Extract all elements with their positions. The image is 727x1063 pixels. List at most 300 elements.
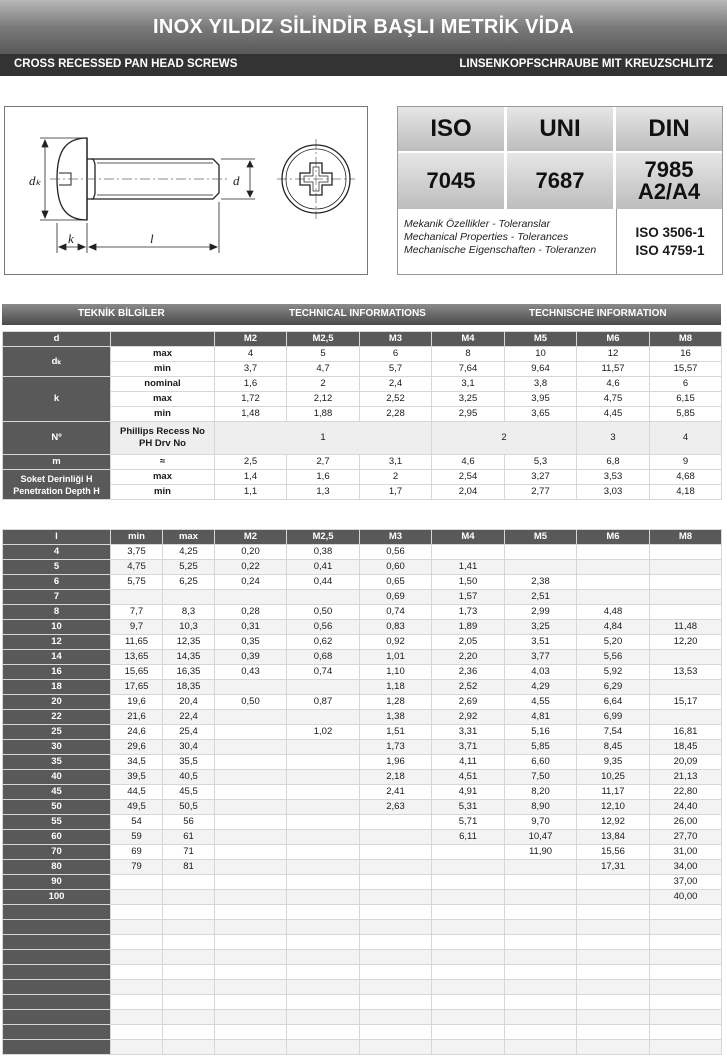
col-size-header: M5 <box>505 332 577 347</box>
table-cell <box>215 965 287 980</box>
length-cell <box>3 935 111 950</box>
table-cell <box>215 920 287 935</box>
weight-col-header: M2,5 <box>287 530 360 545</box>
table-cell <box>287 740 360 755</box>
table-cell: 12,20 <box>650 635 722 650</box>
table-cell: 3,7 <box>215 362 287 377</box>
table-cell: 2,63 <box>360 800 432 815</box>
table-cell: 0,69 <box>360 590 432 605</box>
table-cell <box>432 1025 505 1040</box>
table-cell: 22,80 <box>650 785 722 800</box>
col-size-header: M3 <box>360 332 432 347</box>
table-cell <box>287 785 360 800</box>
table-cell: 16 <box>650 347 722 362</box>
table-cell: 30,4 <box>163 740 215 755</box>
table-row <box>3 995 722 1010</box>
table-cell: 1,88 <box>287 407 360 422</box>
table-cell <box>432 920 505 935</box>
table-cell: 5,20 <box>577 635 650 650</box>
table-cell: 10,3 <box>163 620 215 635</box>
table-cell: 1,50 <box>432 575 505 590</box>
properties-text <box>404 218 596 257</box>
table-cell: 25,4 <box>163 725 215 740</box>
table-cell: 61 <box>163 830 215 845</box>
table-cell: 1,96 <box>360 755 432 770</box>
table-cell <box>432 545 505 560</box>
table-cell: 1,01 <box>360 650 432 665</box>
table-cell <box>505 875 577 890</box>
k-row-label: k <box>3 377 111 422</box>
table-row <box>3 665 722 680</box>
table-cell <box>287 1025 360 1040</box>
table-cell: 7,64 <box>432 362 505 377</box>
table-cell: 0,44 <box>287 575 360 590</box>
table-cell: 9,7 <box>111 620 163 635</box>
table-row <box>3 725 722 740</box>
table-cell: 3,8 <box>505 377 577 392</box>
table-cell <box>577 890 650 905</box>
length-cell: 12 <box>3 635 111 650</box>
table-cell: 5,25 <box>163 560 215 575</box>
weight-col-header: M6 <box>577 530 650 545</box>
table-cell <box>215 845 287 860</box>
table-row <box>3 920 722 935</box>
table-cell: 4,29 <box>505 680 577 695</box>
table-cell: 2,12 <box>287 392 360 407</box>
table-cell: 1,48 <box>215 407 287 422</box>
table-row <box>3 800 722 815</box>
table-cell: 3,25 <box>432 392 505 407</box>
length-cell: 18 <box>3 680 111 695</box>
dk-label: dₖ <box>29 173 42 188</box>
table-cell <box>360 995 432 1010</box>
table-row <box>3 605 722 620</box>
tech-header-row <box>3 332 722 347</box>
length-cell: 5 <box>3 560 111 575</box>
table-cell: 1,18 <box>360 680 432 695</box>
table-cell <box>163 950 215 965</box>
table-cell: 4,7 <box>287 362 360 377</box>
table-row <box>3 815 722 830</box>
length-cell: 35 <box>3 755 111 770</box>
dk-max-row <box>3 347 722 362</box>
max-label: max <box>111 470 215 485</box>
length-cell <box>3 995 111 1010</box>
table-cell: 14,35 <box>163 650 215 665</box>
table-cell: 7,54 <box>577 725 650 740</box>
table-cell: 6,60 <box>505 755 577 770</box>
table-cell <box>650 950 722 965</box>
min-label: min <box>111 407 215 422</box>
table-cell: 69 <box>111 845 163 860</box>
table-cell: 8 <box>432 347 505 362</box>
table-cell: 24,40 <box>650 800 722 815</box>
weight-col-header: M4 <box>432 530 505 545</box>
phillips-cell: 1 <box>215 422 432 455</box>
table-row <box>3 740 722 755</box>
table-cell <box>650 590 722 605</box>
table-cell: 15,17 <box>650 695 722 710</box>
length-cell <box>3 920 111 935</box>
table-cell: 3,53 <box>577 470 650 485</box>
length-cell: 8 <box>3 605 111 620</box>
table-cell <box>505 965 577 980</box>
table-cell <box>360 860 432 875</box>
table-cell: 0,60 <box>360 560 432 575</box>
table-cell: 1,73 <box>432 605 505 620</box>
table-cell: 50,5 <box>163 800 215 815</box>
table-cell: 12,10 <box>577 800 650 815</box>
table-row <box>3 785 722 800</box>
table-cell: 3,51 <box>505 635 577 650</box>
phillips-label: Phillips Recess No PH Drv No <box>111 422 215 455</box>
table-cell: 1,41 <box>432 560 505 575</box>
table-cell <box>287 905 360 920</box>
table-cell: 1,73 <box>360 740 432 755</box>
table-cell: 6,29 <box>577 680 650 695</box>
table-cell <box>215 710 287 725</box>
table-cell <box>215 890 287 905</box>
table-cell <box>287 815 360 830</box>
table-cell <box>163 980 215 995</box>
table-cell: 2,41 <box>360 785 432 800</box>
table-cell: 2,77 <box>505 485 577 500</box>
table-cell <box>577 1010 650 1025</box>
table-cell: 15,65 <box>111 665 163 680</box>
table-cell: 4,51 <box>432 770 505 785</box>
properties-en: Mechanical Properties - Tolerances <box>404 231 569 243</box>
table-cell <box>111 920 163 935</box>
weight-col-header: l <box>3 530 111 545</box>
length-cell: 7 <box>3 590 111 605</box>
table-cell <box>505 890 577 905</box>
table-cell: 0,65 <box>360 575 432 590</box>
table-cell: 3,77 <box>505 650 577 665</box>
subtitle-bar <box>0 54 727 76</box>
table-cell: 1,7 <box>360 485 432 500</box>
table-cell: 0,20 <box>215 545 287 560</box>
dk-row-label: dₖ <box>3 347 111 377</box>
table-cell <box>505 560 577 575</box>
table-row <box>3 1010 722 1025</box>
table-cell: 31,00 <box>650 845 722 860</box>
table-row <box>3 635 722 650</box>
table-cell <box>505 950 577 965</box>
table-cell <box>577 575 650 590</box>
table-cell <box>215 785 287 800</box>
table-cell: 49,5 <box>111 800 163 815</box>
table-cell: 35,5 <box>163 755 215 770</box>
table-cell <box>215 815 287 830</box>
table-cell: 1,72 <box>215 392 287 407</box>
table-cell: 40,5 <box>163 770 215 785</box>
tech-title-en: TECHNICAL INFORMATIONS <box>289 308 426 319</box>
standard-uni-head: UNI <box>507 107 613 151</box>
weight-header-row <box>3 530 722 545</box>
table-cell <box>577 965 650 980</box>
col-size-header: M2,5 <box>287 332 360 347</box>
length-cell: 14 <box>3 650 111 665</box>
dk-min-row <box>3 362 722 377</box>
table-cell: 1,4 <box>215 470 287 485</box>
table-cell <box>163 1010 215 1025</box>
reference-iso-4759: ISO 4759-1 <box>635 242 705 258</box>
table-cell <box>111 590 163 605</box>
d-label: d <box>233 173 240 188</box>
weight-col-header: min <box>111 530 163 545</box>
table-cell: 1,1 <box>215 485 287 500</box>
table-cell: 2,05 <box>432 635 505 650</box>
length-cell: 45 <box>3 785 111 800</box>
no-row-label: Nº <box>3 422 111 455</box>
table-cell <box>215 590 287 605</box>
table-cell: 0,28 <box>215 605 287 620</box>
table-cell <box>163 965 215 980</box>
table-cell <box>650 545 722 560</box>
table-cell <box>215 935 287 950</box>
table-cell <box>505 545 577 560</box>
table-cell: 8,20 <box>505 785 577 800</box>
table-cell <box>287 860 360 875</box>
table-row <box>3 695 722 710</box>
table-cell: 0,74 <box>287 665 360 680</box>
table-cell <box>360 920 432 935</box>
table-row <box>3 710 722 725</box>
table-cell <box>215 875 287 890</box>
length-cell <box>3 980 111 995</box>
table-cell <box>215 995 287 1010</box>
table-cell <box>215 980 287 995</box>
table-cell <box>650 995 722 1010</box>
table-cell <box>360 830 432 845</box>
table-cell <box>432 845 505 860</box>
table-cell: 11,57 <box>577 362 650 377</box>
table-cell <box>215 950 287 965</box>
table-cell: 1,3 <box>287 485 360 500</box>
table-cell: 7,7 <box>111 605 163 620</box>
table-cell <box>650 575 722 590</box>
table-cell <box>111 1010 163 1025</box>
table-cell <box>215 770 287 785</box>
table-cell: 0,68 <box>287 650 360 665</box>
weight-col-header: max <box>163 530 215 545</box>
table-cell: 26,00 <box>650 815 722 830</box>
table-cell: 4,18 <box>650 485 722 500</box>
subtitle-en: CROSS RECESSED PAN HEAD SCREWS <box>14 58 238 70</box>
table-cell: 0,56 <box>287 620 360 635</box>
table-cell <box>215 725 287 740</box>
table-cell: 3,95 <box>505 392 577 407</box>
table-cell: 3,65 <box>505 407 577 422</box>
table-cell: 5,85 <box>505 740 577 755</box>
table-cell: 2,20 <box>432 650 505 665</box>
table-cell: 6,8 <box>577 455 650 470</box>
table-cell: 44,5 <box>111 785 163 800</box>
tech-title-tr: TEKNİK BİLGİLER <box>78 308 165 319</box>
table-cell <box>360 1010 432 1025</box>
length-cell: 40 <box>3 770 111 785</box>
table-cell: 3,27 <box>505 470 577 485</box>
table-cell <box>577 590 650 605</box>
table-cell: 12 <box>577 347 650 362</box>
table-cell <box>111 1025 163 1040</box>
table-cell: 6,99 <box>577 710 650 725</box>
length-cell: 16 <box>3 665 111 680</box>
table-cell: 15,56 <box>577 845 650 860</box>
table-cell: 20,4 <box>163 695 215 710</box>
col-d-header: d <box>3 332 111 347</box>
table-cell <box>360 950 432 965</box>
table-row <box>3 590 722 605</box>
table-cell: 3,1 <box>360 455 432 470</box>
length-cell: 25 <box>3 725 111 740</box>
properties-de: Mechanische Eigenschaften - Toleranzen <box>404 244 597 256</box>
table-cell <box>111 1040 163 1055</box>
table-cell: 4,6 <box>432 455 505 470</box>
table-cell <box>650 1025 722 1040</box>
table-cell: 1,6 <box>215 377 287 392</box>
phillips-cell: 2 <box>432 422 577 455</box>
table-cell: 6,15 <box>650 392 722 407</box>
length-cell <box>3 1025 111 1040</box>
table-cell <box>432 905 505 920</box>
table-cell <box>287 995 360 1010</box>
table-cell: 6,25 <box>163 575 215 590</box>
table-cell: 3,31 <box>432 725 505 740</box>
table-cell: 1,02 <box>287 725 360 740</box>
table-cell: 2,52 <box>360 392 432 407</box>
table-cell: 4,91 <box>432 785 505 800</box>
table-cell: 81 <box>163 860 215 875</box>
table-cell <box>360 845 432 860</box>
table-cell: 1,10 <box>360 665 432 680</box>
table-cell: 27,70 <box>650 830 722 845</box>
table-cell: 5,31 <box>432 800 505 815</box>
length-cell <box>3 950 111 965</box>
table-row <box>3 770 722 785</box>
table-cell: 24,6 <box>111 725 163 740</box>
table-row <box>3 845 722 860</box>
table-row <box>3 575 722 590</box>
table-cell <box>650 935 722 950</box>
table-cell <box>215 1010 287 1025</box>
table-cell: 5,85 <box>650 407 722 422</box>
length-cell: 60 <box>3 830 111 845</box>
table-cell: 4,25 <box>163 545 215 560</box>
table-cell: 54 <box>111 815 163 830</box>
table-cell <box>215 1040 287 1055</box>
col-size-header: M4 <box>432 332 505 347</box>
table-cell <box>577 995 650 1010</box>
technical-info-title-bar <box>2 304 721 325</box>
table-cell: 5,92 <box>577 665 650 680</box>
table-row <box>3 680 722 695</box>
table-cell: 2,92 <box>432 710 505 725</box>
table-cell: 0,92 <box>360 635 432 650</box>
k-nominal-row <box>3 377 722 392</box>
table-cell: 0,50 <box>215 695 287 710</box>
weight-col-header: M2 <box>215 530 287 545</box>
table-cell <box>287 590 360 605</box>
table-cell <box>432 965 505 980</box>
table-cell: 34,5 <box>111 755 163 770</box>
table-cell <box>650 980 722 995</box>
table-cell <box>650 680 722 695</box>
table-cell: 4,11 <box>432 755 505 770</box>
table-cell: 12,92 <box>577 815 650 830</box>
length-cell <box>3 965 111 980</box>
table-cell: 1,89 <box>432 620 505 635</box>
length-cell: 80 <box>3 860 111 875</box>
table-cell <box>577 1025 650 1040</box>
table-cell: 3,1 <box>432 377 505 392</box>
col-blank-header <box>111 332 215 347</box>
table-cell: 17,31 <box>577 860 650 875</box>
weight-col-header: M3 <box>360 530 432 545</box>
length-cell: 20 <box>3 695 111 710</box>
length-cell: 90 <box>3 875 111 890</box>
table-row <box>3 1040 722 1055</box>
h-min-row <box>3 485 722 500</box>
table-cell: 0,35 <box>215 635 287 650</box>
table-cell <box>650 605 722 620</box>
table-cell: 4,6 <box>577 377 650 392</box>
table-cell <box>577 905 650 920</box>
table-cell: 0,43 <box>215 665 287 680</box>
table-cell: 0,62 <box>287 635 360 650</box>
screw-drawing-svg <box>5 107 367 274</box>
weight-col-header: M8 <box>650 530 722 545</box>
table-cell: 2,51 <box>505 590 577 605</box>
length-cell: 70 <box>3 845 111 860</box>
table-cell <box>650 560 722 575</box>
table-cell: 0,56 <box>360 545 432 560</box>
table-cell <box>163 1025 215 1040</box>
table-cell <box>111 875 163 890</box>
table-row <box>3 890 722 905</box>
table-row <box>3 560 722 575</box>
table-cell: 21,6 <box>111 710 163 725</box>
table-cell: 71 <box>163 845 215 860</box>
table-cell <box>111 995 163 1010</box>
table-cell <box>577 560 650 575</box>
table-cell: 12,35 <box>163 635 215 650</box>
table-cell <box>505 980 577 995</box>
table-cell: 16,35 <box>163 665 215 680</box>
table-cell: 40,00 <box>650 890 722 905</box>
table-cell: 6 <box>360 347 432 362</box>
table-cell: 4,03 <box>505 665 577 680</box>
length-cell: 30 <box>3 740 111 755</box>
table-cell: 19,6 <box>111 695 163 710</box>
table-cell: 59 <box>111 830 163 845</box>
max-label: max <box>111 392 215 407</box>
k-max-row <box>3 392 722 407</box>
technical-table <box>2 331 722 500</box>
table-cell: 9 <box>650 455 722 470</box>
table-cell: 9,35 <box>577 755 650 770</box>
table-cell: 2 <box>360 470 432 485</box>
table-cell <box>287 965 360 980</box>
table-cell: 0,87 <box>287 695 360 710</box>
table-cell: 5,16 <box>505 725 577 740</box>
table-cell <box>111 905 163 920</box>
table-cell <box>287 830 360 845</box>
table-cell <box>360 1040 432 1055</box>
table-cell <box>650 905 722 920</box>
table-cell <box>505 935 577 950</box>
table-cell: 2,38 <box>505 575 577 590</box>
